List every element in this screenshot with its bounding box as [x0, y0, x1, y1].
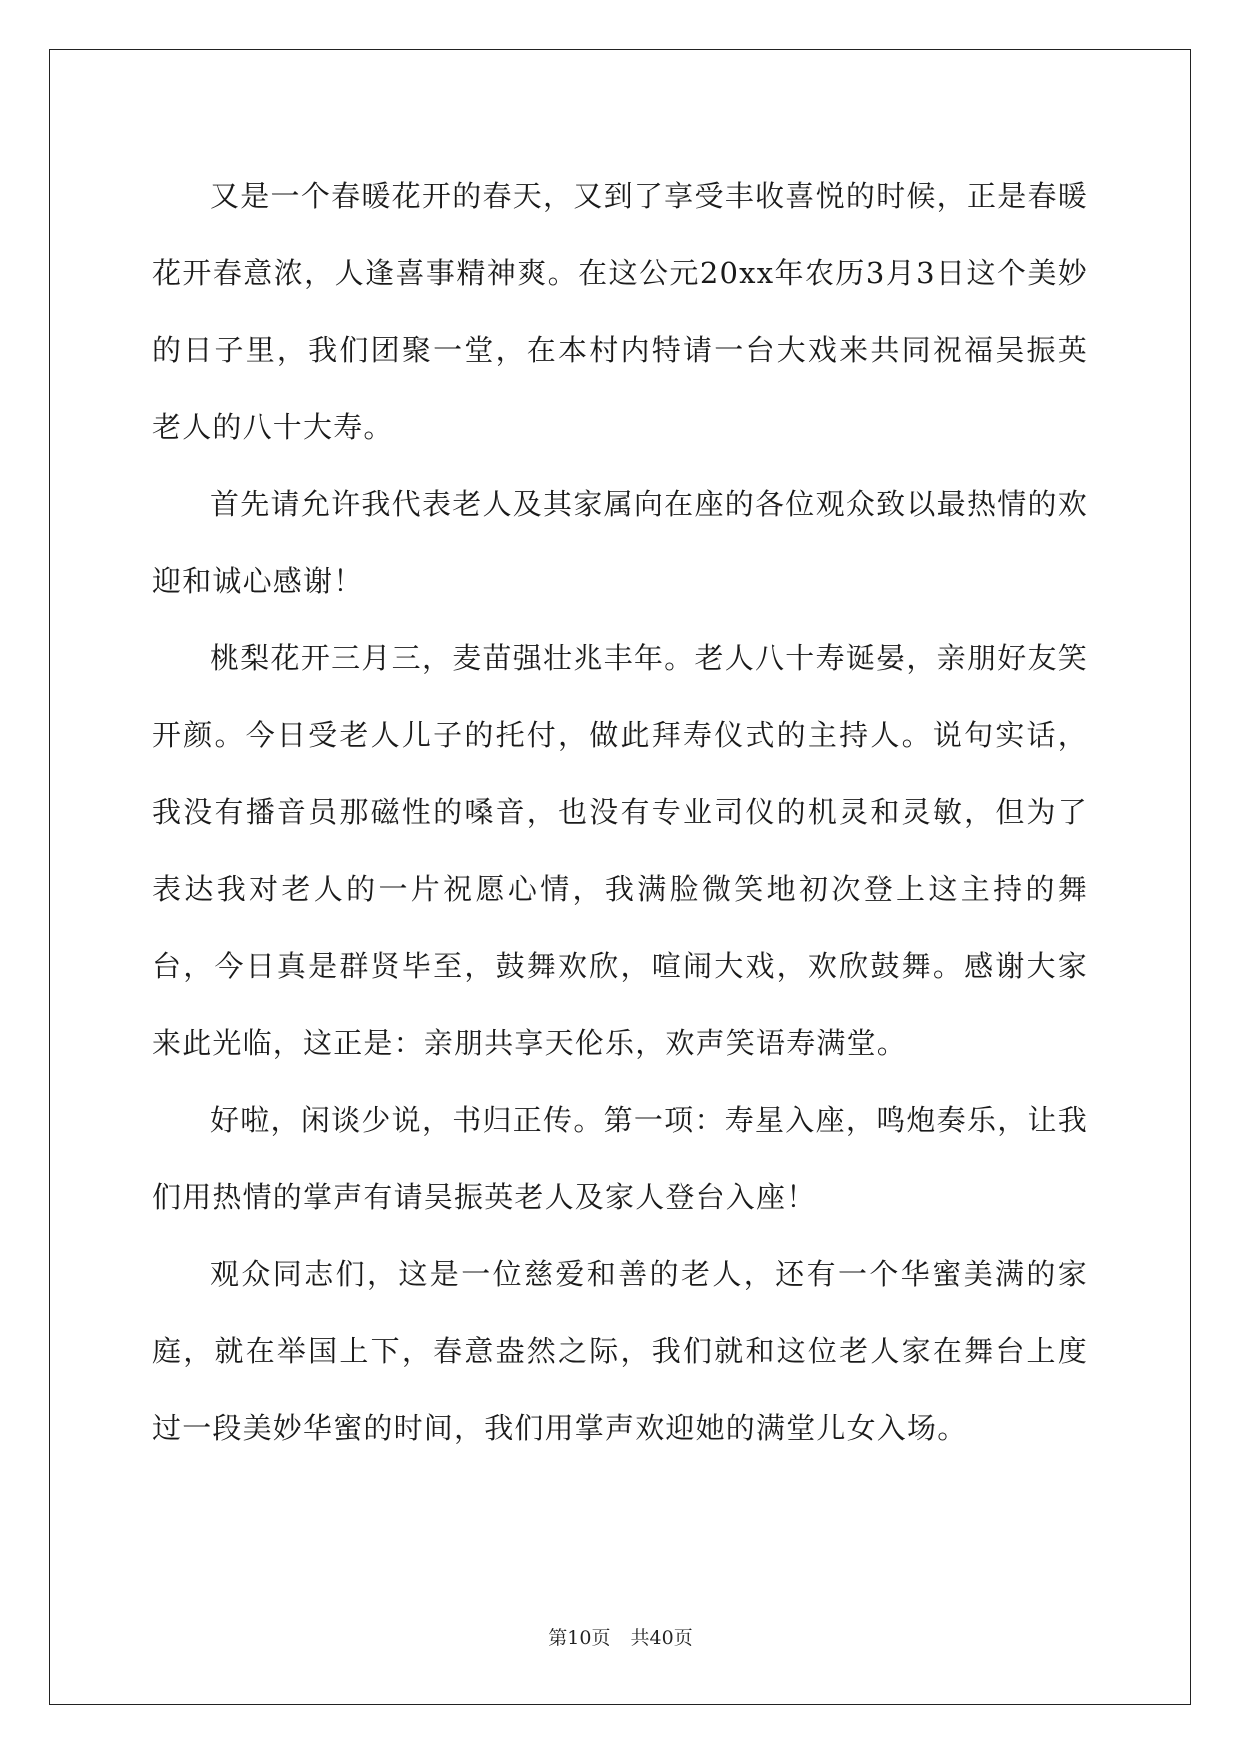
total-prefix: 共 [630, 1627, 650, 1649]
paragraph: 又是一个春暖花开的春天，又到了享受丰收喜悦的时候，正是春暖花开春意浓，人逢喜事精神爽。在这公元20xx年农历3月3日这个美妙的日子里，我们团聚一堂，在本村内特请一台大戏来共同祝福吴振英老人的八十大寿。 [152, 179, 1088, 444]
page-prefix: 第 [548, 1627, 568, 1649]
paragraph: 首先请允许我代表老人及其家属向在座的各位观众致以最热情的欢迎和诚心感谢！ [152, 487, 1088, 598]
paragraph: 好啦，闲谈少说，书归正传。第一项：寿星入座，鸣炮奏乐，让我们用热情的掌声有请吴振英老人及家人登台入座！ [152, 1103, 1088, 1214]
page-number-footer [0, 1626, 1241, 1650]
paragraph: 桃梨花开三月三，麦苗强壮兆丰年。老人八十寿诞晏，亲朋好友笑开颜。今日受老人儿子的托付，做此拜寿仪式的主持人。说句实话，我没有播音员那磁性的嗓音，也没有专业司仪的机灵和灵敏，但为了表达我对老人的一片祝愿心情，我满脸微笑地初次登上这主持的舞台，今日真是群贤毕至，鼓舞欢欣，喧闹大戏，欢欣鼓舞。感谢大家来此光临，这正是：亲朋共享天伦乐，欢声笑语寿满堂。 [152, 641, 1088, 1060]
current-page-number: 10 [567, 1627, 592, 1649]
paragraph: 观众同志们，这是一位慈爱和善的老人，还有一个华蜜美满的家庭，就在举国上下，春意盎然之际，我们就和这位老人家在舞台上度过一段美妙华蜜的时间，我们用掌声欢迎她的满堂儿女入场。 [152, 1257, 1088, 1445]
page-suffix: 页 [591, 1627, 611, 1649]
total-suffix: 页 [673, 1627, 693, 1649]
total-page-count: 40 [649, 1627, 674, 1649]
document-body [152, 158, 1088, 1467]
